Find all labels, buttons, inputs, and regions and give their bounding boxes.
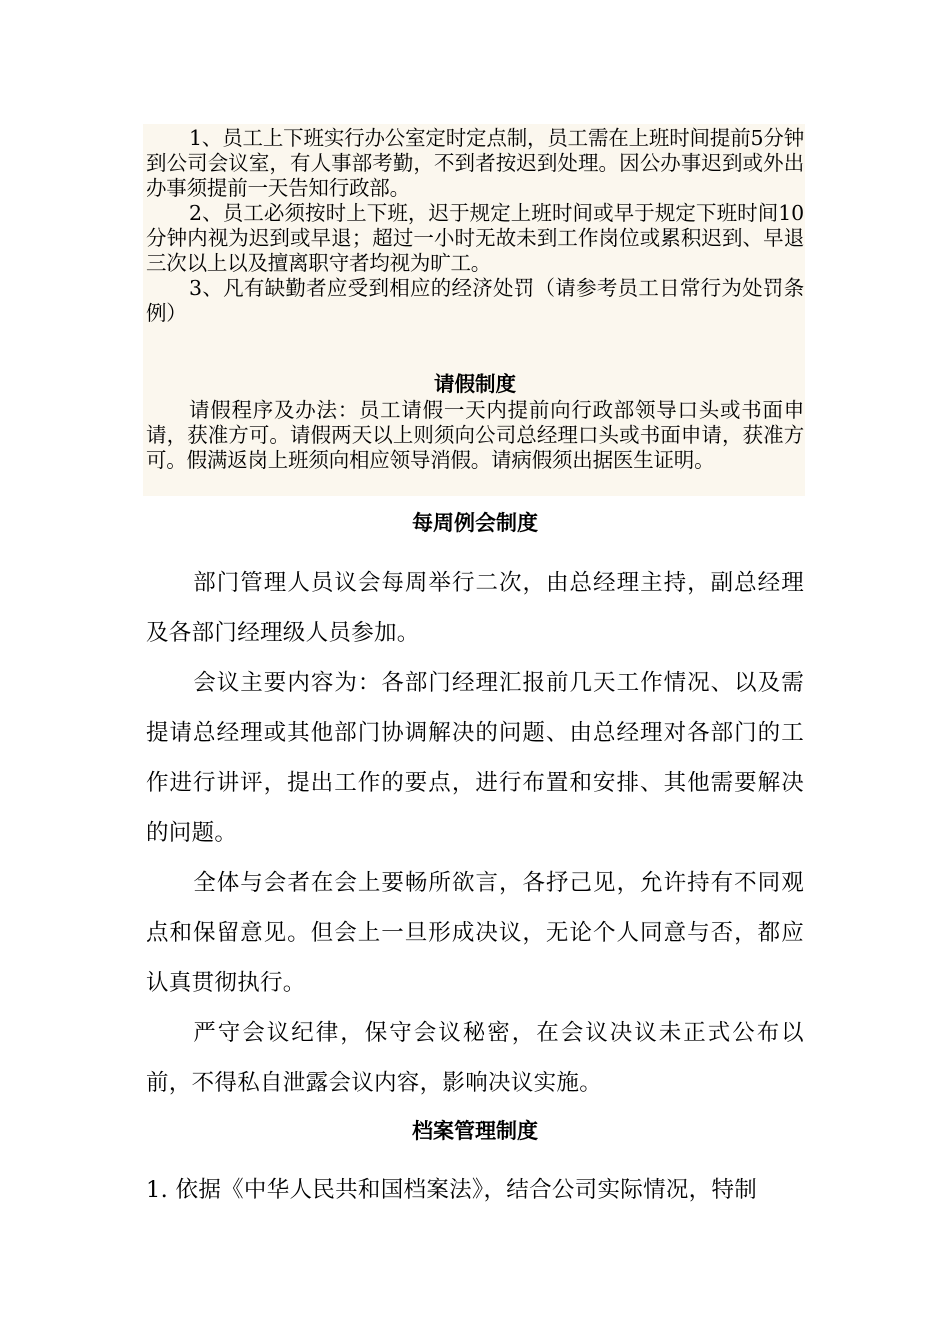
attendance-section <box>146 126 804 326</box>
attendance-item-2: 2、员工必须按时上下班，迟于规定上班时间或早于规定下班时间10 分钟内视为迟到或早退；超过一小时无故未到工作岗位或累积迟到、早退三次以上以及擅离职守者均视为旷工。 <box>146 201 804 275</box>
weekly-meeting-paragraph-1: 部门管理人员议会每周举行二次，由总经理主持，副总经理及各部门经理级人员参加。 <box>146 570 804 646</box>
attendance-item-3: 3、凡有缺勤者应受到相应的经济处罚（请参考员工日常行为处罚条例） <box>146 276 804 325</box>
archives-title: 档案管理制度 <box>412 1118 538 1143</box>
weekly-meeting-paragraph-4: 严守会议纪律，保守会议秘密，在会议决议未正式公布以前，不得私自泄露会议内容，影响决议实施。 <box>146 1020 804 1096</box>
attendance-item-1: 1、员工上下班实行办公室定时定点制，员工需在上班时间提前5分钟到公司会议室，有人事部考勤，不到者按迟到处理。因公办事迟到或外出办事须提前一天告知行政部。 <box>146 126 804 200</box>
weekly-meeting-title: 每周例会制度 <box>412 510 538 535</box>
leave-body: 请假程序及办法：员工请假一天内提前向行政部领导口头或书面申请，获准方可。请假两天以上则须向公司总经理口头或书面申请，获准方可。假满返岗上班须向相应领导消假。请病假须出据医生证明。 <box>146 398 804 472</box>
leave-section <box>146 398 804 473</box>
weekly-meeting-paragraph-2: 会议主要内容为：各部门经理汇报前几天工作情况、以及需提请总经理或其他部门协调解决的问题、由总经理对各部门的工作进行讲评，提出工作的要点，进行布置和安排、其他需要解决的问题。 <box>146 670 804 846</box>
leave-title: 请假制度 <box>434 372 516 396</box>
weekly-meeting-paragraph-3: 全体与会者在会上要畅所欲言，各抒己见，允许持有不同观点和保留意见。但会上一旦形成决议，无论个人同意与否，都应认真贯彻执行。 <box>146 870 804 996</box>
archives-item-1: 1. 依据《中华人民共和国档案法》，结合公司实际情况，特制 <box>146 1177 758 1203</box>
